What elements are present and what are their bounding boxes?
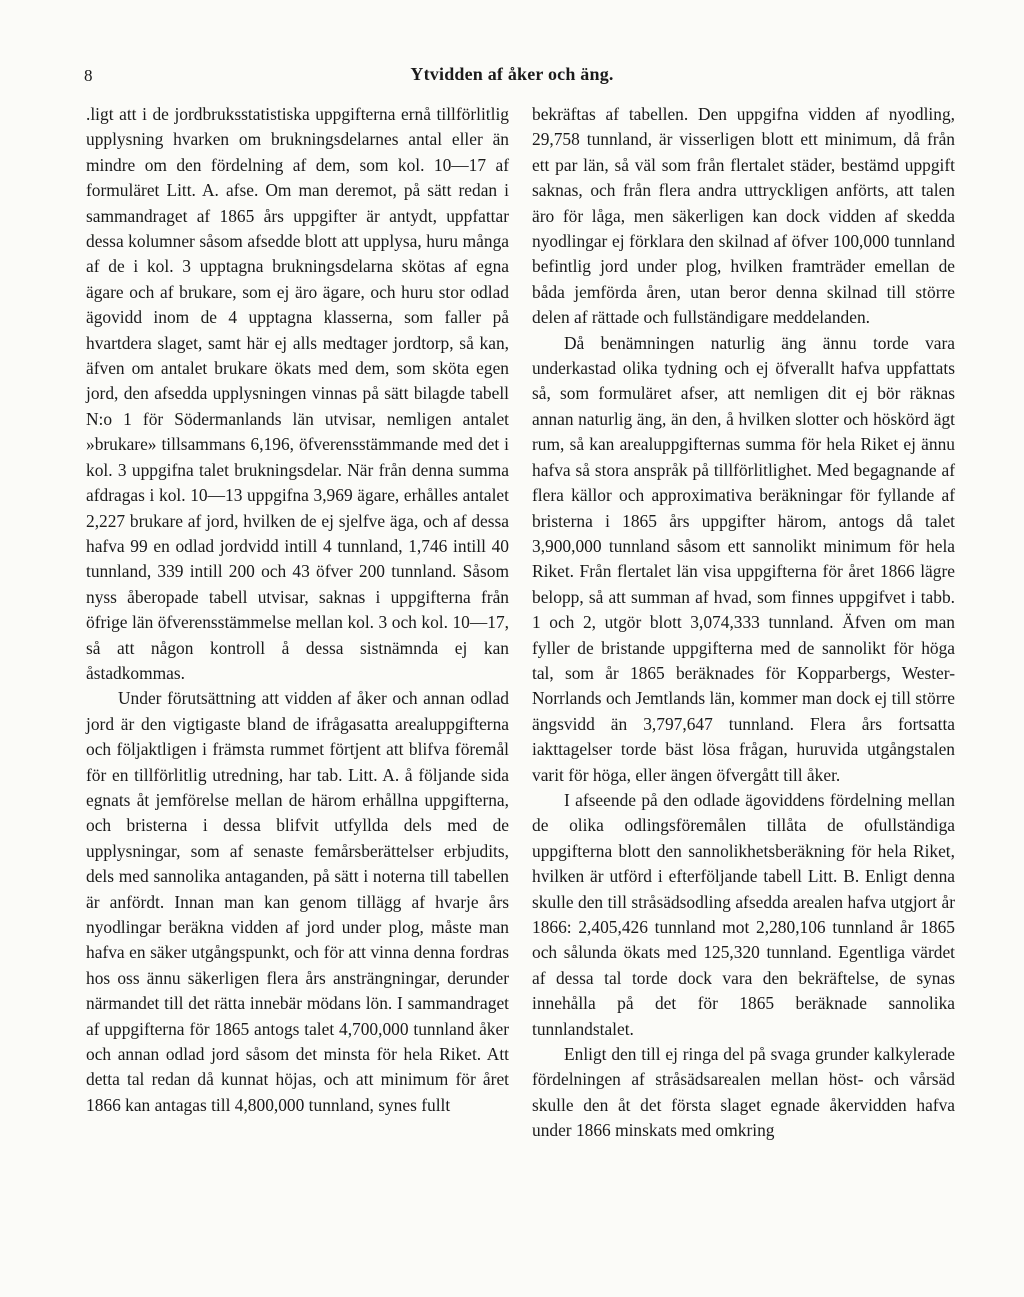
paragraph: .ligt att i de jordbruksstatistiska uppgifterna ernå tillförlitlig upplysning hvarken om brukningsdelarnes antal eller än mindre om den fördelning af dem, som kol. 10—17 af formuläret Litt. A. afse. Om man deremot, på sätt redan i sammandraget af 1865 års uppgifter är antydt, uppfattar dessa kolumner såsom afsedde blott att upplysa, huru många af de i kol. 3 upptagna brukningsdelarna skötas af egna ägare och af brukare, som ej äro ägare, och huru stor odlad ägovidd inom de 4 upptagna klasserna, som faller på hvartdera slaget, samt här ej alls medtager jordtorp, så kan, äfven om antalet brukare ökats med dem, som sköta egen jord, den afsedda upplysningen vinnas på sätt bilagde tabell N:o 1 för Södermanlands län utvisar, nemligen antalet »brukare» tillsammans 6,196, öfverensstämmande med det i kol. 3 uppgifna talet brukningsdelar. När från denna summa afdragas i kol. 10—13 uppgifna 3,969 ägare, erhålles antalet 2,227 brukare af jord, hvilken de ej sjelfve äga, och af dessa hafva 99 en odlad jordvidd intill 4 tunnland, 1,746 intill 40 tunnland, 339 intill 200 och 43 öfver 200 tunnland. Såsom nyss åberopade tabell utvisar, saknas i uppgifterna från öfrige län öfverensstämmelse mellan kol. 3 och kol. 10—17, så att någon kontroll å dessa sistnämnda ej kan åstadkommas. [86,104,509,683]
paragraph: bekräftas af tabellen. Den uppgifna vidden af nyodling, 29,758 tunnland, är visserligen blott ett minimum, då från ett par län, så väl som från flertalet städer, bestämd uppgift saknas, och från flera andra uttryckligen anförts, att talen äro för låga, men säkerligen kan dock vidden af skedda nyodlingar ej förklara den skilnad af öfver 100,000 tunnland befintlig jord under plog, hvilken framträder emellan de båda jemförda åren, utan beror denna skilnad till större delen af rättade och fullständigare meddelanden. [532,104,955,328]
paragraph: Under förutsättning att vidden af åker och annan odlad jord är den vigtigaste bland de ifrågasatta arealuppgifterna och följaktligen i främsta rummet förtjent att blifva föremål för en tillförlitlig utredning, har tab. Litt. A. å följande sida egnats åt jemförelse mellan de härom erhållna uppgifterna, och bristerna i dessa blifvit utfyllda dels med de upplysningar, som af senaste femårsberättelser erbjudits, dels med sannolika antaganden, på sätt i noterna till tabellen är anfördt. Innan man kan genom tillägg af hvarje års nyodlingar beräkna vidden af jord under plog, måste man hafva en säker utgångspunkt, och för att vinna denna fordras hos oss ännu säkerligen flera års ansträngningar, derunder närmandet till det rätta innebär mödans lön. I sammandraget af uppgifterna för 1865 antogs talet 4,700,000 tunnland åker och annan odlad jord såsom det minsta för hela Riket. Att detta tal redan då kunnat höjas, och att minimum för året 1866 kan antagas till 4,800,000 tunnland, synes fullt [86,688,509,1115]
paragraph: Då benämningen naturlig äng ännu torde vara underkastad olika tydning och ej öfverallt hafva uppfattats så, som formuläret afser, att nemligen dit ej bör räknas annan naturlig äng, än den, å hvilken slotter och höskörd ägt rum, så kan arealuppgifternas summa för hela Riket ej ännu hafva så stora anspråk på tillförlitlighet. Med begagnande af flera källor och approximativa beräkningar för fyllande af bristerna i 1865 års uppgifter härom, antogs då talet 3,900,000 tunnland såsom ett sannolikt minimum för hela Riket. Från flertalet län visa uppgifterna för året 1866 lägre belopp, så att summan af hvad, som finnes uppgifvet i tabb. 1 och 2, utgör blott 3,074,333 tunnland. Äfven om man fyller de bristande uppgifterna med de sannolikt för höga tal, som år 1865 beräknades för Kopparbergs, Wester-Norrlands och Jemtlands län, kommer man dock ej till större ängsvidd än 3,797,647 tunnland. Flera års fortsatta iakttagelser torde bäst lösa frågan, huruvida utgångstalen varit för höga, eller ängen öfvergått till åker. [532,332,955,785]
paragraph: I afseende på den odlade ägoviddens fördelning mellan de olika odlingsföremålen tillåta de ofullständiga uppgifterna blott den sannolikhetsberäkning för hela Riket, hvilken är utförd i efterföljande tabell Litt. B. Enligt denna skulle den till stråsädsodling afsedda arealen hafva utgjort år 1866: 2,405,426 tunnland mot 2,280,106 tunnland år 1865 och sålunda ökats med 125,320 tunnland. Egentliga värdet af dessa tal torde dock vara den bekräftelse, de synas innehålla på det för 1865 beräknade sannolika tunnlandstalet. [532,789,955,1039]
paragraph: Enligt den till ej ringa del på svaga grunder kalkylerade fördelningen af stråsädsarealen mellan höst- och vårsäd skulle den åt det första slaget egnade åkervidden hafva under 1866 minskats med omkring [532,1044,955,1141]
running-title: Ytvidden af åker och äng. [410,64,614,84]
left-column [86,102,509,1118]
page-number: 8 [84,66,93,85]
right-column [532,102,955,1144]
